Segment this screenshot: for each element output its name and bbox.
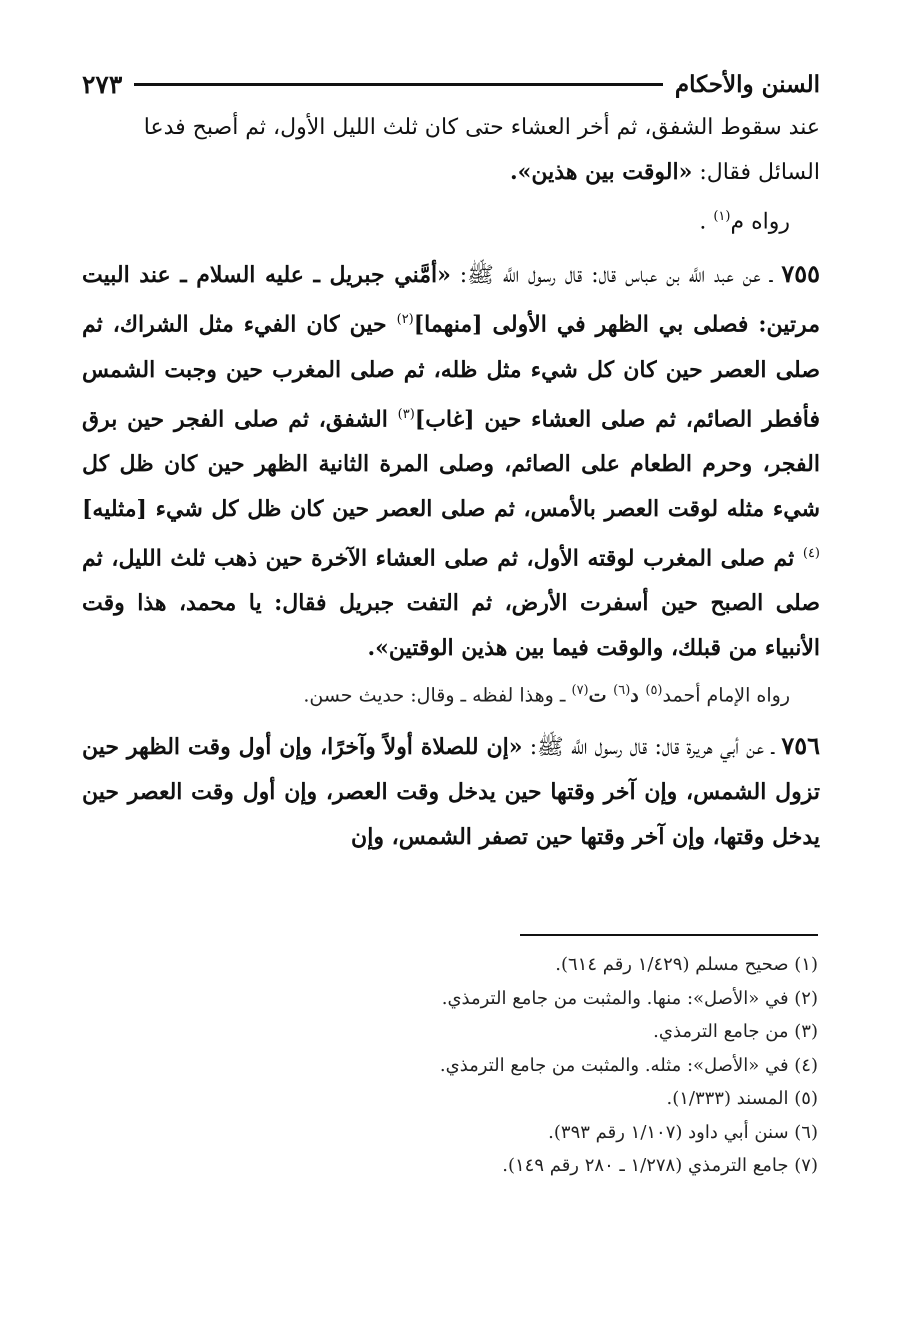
hadith-755-text-4: ثم صلى المغرب لوقته الأول، ثم صلى العشاء الآخرة حين ذهب ثلث الليل، ثم صلى الصبح حين أسفرت الأرض، ثم التفت جبريل فقال: يا محمد، هذا وقت الأنبياء من قبلك، والوقت فيما بين هذين الوقتين». <box>82 545 820 662</box>
hadith-755 <box>82 252 820 671</box>
header-rule <box>134 83 663 86</box>
hadith-756 <box>82 724 820 860</box>
footnote-ref-1: (١) <box>713 209 731 224</box>
continuation-source <box>82 195 820 244</box>
footnote-ref-3: (٣) <box>397 406 415 422</box>
continuation-quote: «الوقت بين هذين». <box>510 159 693 185</box>
hadith-number-756: ٧٥٦ <box>781 730 821 760</box>
footnote-6: (٦) سنن أبي داود (١/١٠٧ رقم ٣٩٣). <box>548 1121 818 1143</box>
footnote-ref-6: (٦) <box>613 683 631 699</box>
hadith-755-text-1: «أمَّني جبريل ـ عليه السلام ـ عند البيت مرتين: فصلى بي الظهر في الأولى [منهما] <box>82 262 820 338</box>
hadith-755-intro: ـ عن عبد اللَّه بن عباس قال: قال رسول اللَّه ﷺ: <box>450 263 782 289</box>
footnote-separator <box>520 934 818 936</box>
footnote-ref-7: (٧) <box>571 683 589 699</box>
page-header <box>82 62 820 106</box>
hadith-755-source <box>82 671 820 715</box>
footnotes <box>82 948 818 1183</box>
source-text: رواه م <box>730 209 790 235</box>
source-a: رواه الإمام أحمد <box>662 684 790 707</box>
footnote-3: (٣) من جامع الترمذي. <box>653 1021 818 1042</box>
hadith-756-text: «إن للصلاة أولاً وآخرًا، وإن أول وقت الظهر حين تزول الشمس، وإن آخر وقتها حين يدخل وقت العصر، وإن أول وقت العصر حين يدخل وقتها، وإن آخر وقتها حين تصفر الشمس، وإن <box>82 733 820 850</box>
source-b: ـ وهذا لفظه ـ وقال: حديث حسن. <box>303 684 572 707</box>
running-title: السنن والأحكام <box>674 70 820 98</box>
footnote-5: (٥) المسند (١/٣٣٣). <box>666 1088 818 1109</box>
source-end: . <box>699 209 714 235</box>
hadith-755-text-2: حين كان الفيء مثل الشراك، ثم صلى العصر حين كان كل شيء مثل ظله، ثم صلى المغرب حين وجبت الشمس فأفطر الصائم، ثم صلى العشاء حين [غاب] <box>82 311 821 432</box>
footnote-4: (٤) في «الأصل»: مثله. والمثبت من جامع الترمذي. <box>439 1054 818 1076</box>
hadith-number-755: ٧٥٥ <box>781 259 820 289</box>
continuation-plain: السائل فقال: <box>692 160 820 185</box>
footnote-ref-4: (٤) <box>802 545 820 561</box>
footnote-ref-5: (٥) <box>645 683 663 699</box>
footnote-7: (٧) جامع الترمذي (١/٢٧٨ ـ ٢٨٠ رقم ١٤٩). <box>502 1155 818 1176</box>
footnote-2: (٢) في «الأصل»: منها. والمثبت من جامع الترمذي. <box>441 987 818 1009</box>
continuation-line-1: عند سقوط الشفق، ثم أخر العشاء حتى كان ثلث الليل الأول، ثم أصبح فدعا <box>143 115 820 140</box>
source-abudawud: د <box>630 684 646 707</box>
page-number: ٢٧٣ <box>82 69 123 99</box>
hadith-756-intro: ـ عن أبي هريرة قال: قال رسول اللَّه ﷺ: <box>522 734 782 760</box>
footnote-1: (١) صحيح مسلم (١/٤٢٩ رقم ٦١٤). <box>555 954 818 975</box>
source-tirmidhi: ت <box>588 684 614 707</box>
hadith-755-text-3: الشفق، ثم صلى الفجر حين برق الفجر، وحرم الطعام على الصائم، وصلى المرة الثانية الظهر حين كان ظل كل شيء مثله لوقت العصر بالأمس، ثم صلى العصر حين كان ظل كل شيء [مثليه] <box>82 405 820 522</box>
footnote-ref-2: (٢) <box>396 312 414 328</box>
continuation-line-2 <box>82 150 820 195</box>
page-body <box>82 62 820 860</box>
